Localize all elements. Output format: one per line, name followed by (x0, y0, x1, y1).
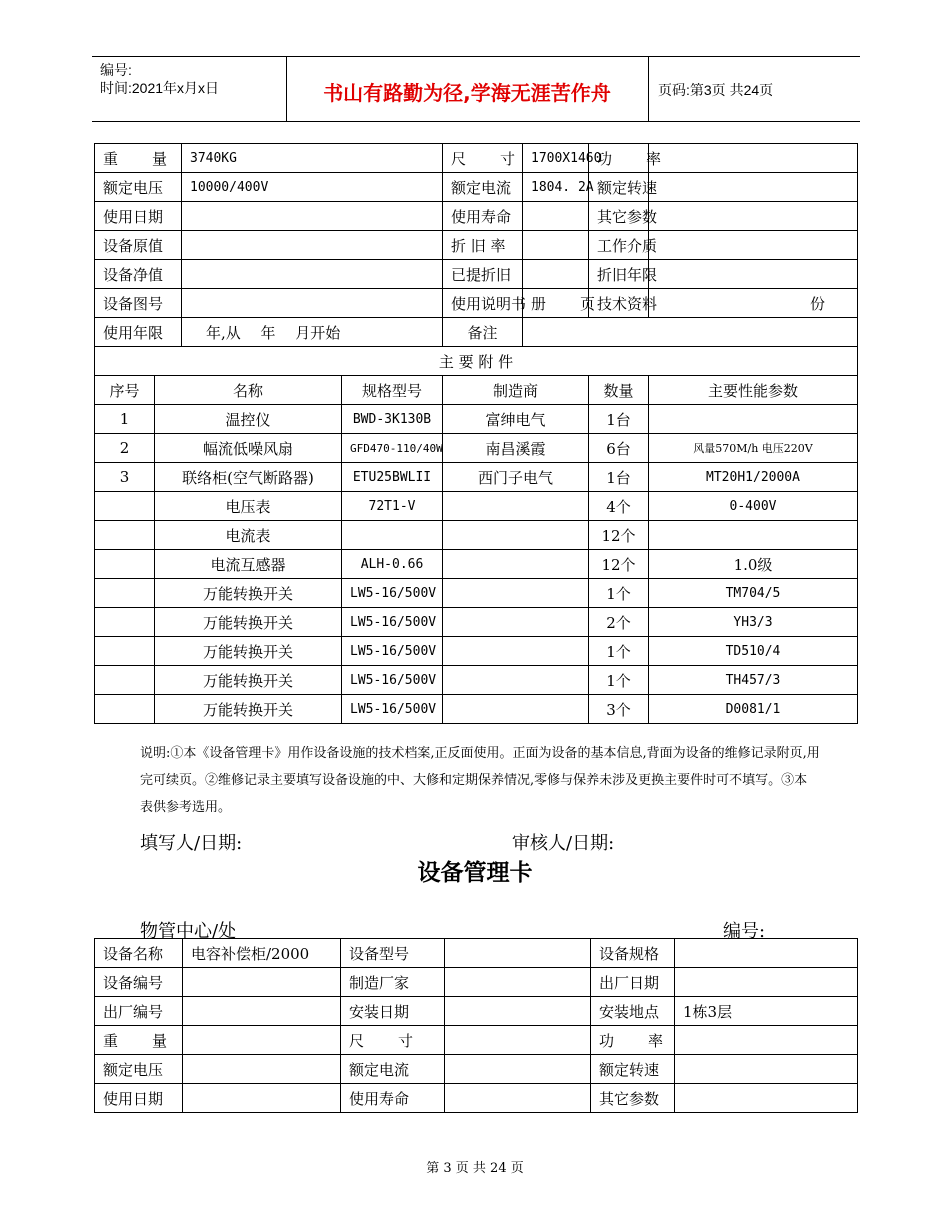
attribute-value (649, 144, 858, 173)
usage-note: 说明:①本《设备管理卡》用作设备设施的技术档案,正反面使用。正面为设备的基本信息,背面为设备的维修记录附页,用完可续页。②维修记录主要填写设备设施的中、大修和定期保养情况,零修与保养未涉及更换主要件时可不填写。③本表供参考选用。 (140, 746, 820, 815)
accessory-column-header: 主要性能参数 (649, 376, 858, 405)
accessory-cell: TM704/5 (649, 579, 858, 608)
attribute-label: 使用日期 (95, 202, 182, 231)
accessory-cell (95, 608, 155, 637)
attribute-value (182, 231, 443, 260)
attribute-row (95, 289, 858, 318)
attribute-value: 份 (649, 289, 858, 318)
card-label: 功 率 (591, 1026, 675, 1055)
card-label: 其它参数 (591, 1084, 675, 1113)
accessory-row (95, 492, 858, 521)
attribute-label: 设备原值 (95, 231, 182, 260)
accessory-cell: 12个 (589, 550, 649, 579)
card-value: 1栋3层 (675, 997, 858, 1026)
header-page-info: 页码:第3页 共24页 (658, 82, 774, 98)
accessory-cell (95, 492, 155, 521)
attribute-value (523, 260, 589, 289)
accessory-header-row (95, 376, 858, 405)
accessory-cell: LW5-16/500V (342, 608, 443, 637)
attribute-value: 3740KG (182, 144, 443, 173)
card-label: 出厂编号 (95, 997, 183, 1026)
accessory-row (95, 695, 858, 724)
accessory-cell: 12个 (589, 521, 649, 550)
card-value (445, 1055, 591, 1084)
attribute-value (649, 173, 858, 202)
header-top-rule (92, 56, 860, 57)
card-label: 额定电流 (341, 1055, 445, 1084)
attribute-row (95, 231, 858, 260)
accessory-cell: 万能转换开关 (155, 666, 342, 695)
card-value (675, 1055, 858, 1084)
card-label: 出厂日期 (591, 968, 675, 997)
accessory-cell (443, 579, 589, 608)
accessory-cell (95, 695, 155, 724)
attribute-value (649, 231, 858, 260)
device-info-table (94, 143, 858, 724)
accessory-cell: 3 (95, 463, 155, 492)
device-card-table (94, 938, 858, 1113)
card-value (445, 1084, 591, 1113)
accessory-cell: 0-400V (649, 492, 858, 521)
accessory-cell: ETU25BWLII (342, 463, 443, 492)
accessory-column-header: 规格型号 (342, 376, 443, 405)
accessory-row (95, 550, 858, 579)
accessory-cell: LW5-16/500V (342, 637, 443, 666)
card-value (675, 939, 858, 968)
accessory-row (95, 637, 858, 666)
accessory-row (95, 463, 858, 492)
accessory-row (95, 405, 858, 434)
card-value (183, 1084, 341, 1113)
accessory-column-header: 名称 (155, 376, 342, 405)
remark-label: 备注 (443, 318, 523, 347)
card-label: 重 量 (95, 1026, 183, 1055)
attribute-label: 使用寿命 (443, 202, 523, 231)
card-title: 设备管理卡 (417, 860, 533, 886)
accessory-cell: 南昌溪霞 (443, 434, 589, 463)
attribute-label: 折 旧 率 (443, 231, 523, 260)
attribute-label: 设备图号 (95, 289, 182, 318)
card-label: 使用日期 (95, 1084, 183, 1113)
card-value (675, 1026, 858, 1055)
attribute-value (182, 202, 443, 231)
accessory-cell: LW5-16/500V (342, 579, 443, 608)
card-value (183, 997, 341, 1026)
card-row (95, 968, 858, 997)
attribute-row (95, 144, 858, 173)
accessory-cell: 1个 (589, 666, 649, 695)
card-value (183, 968, 341, 997)
attribute-label: 技术资料 (589, 289, 649, 318)
card-value: 电容补偿柜/2000 (183, 939, 341, 968)
card-value (445, 939, 591, 968)
attribute-label: 重 量 (95, 144, 182, 173)
accessory-cell: TH457/3 (649, 666, 858, 695)
accessory-column-header: 数量 (589, 376, 649, 405)
header-slogan: 书山有路勤为径,学海无涯苦作舟 (323, 81, 611, 105)
card-value (445, 1026, 591, 1055)
accessory-row (95, 666, 858, 695)
accessory-cell: 电压表 (155, 492, 342, 521)
card-row (95, 1084, 858, 1113)
page-footer: 第 3 页 共 24 页 (426, 1161, 524, 1176)
accessory-cell: 万能转换开关 (155, 579, 342, 608)
attribute-value (182, 260, 443, 289)
accessory-cell: 万能转换开关 (155, 637, 342, 666)
accessory-title: 主 要 附 件 (95, 347, 858, 376)
attribute-value: 1804. 2A (523, 173, 589, 202)
accessory-cell: 72T1-V (342, 492, 443, 521)
attribute-label: 使用说明书 (443, 289, 523, 318)
accessory-cell: TD510/4 (649, 637, 858, 666)
accessory-cell: D0081/1 (649, 695, 858, 724)
attribute-label: 额定电压 (95, 173, 182, 202)
attribute-value (649, 202, 858, 231)
accessory-cell (95, 579, 155, 608)
accessory-cell: 万能转换开关 (155, 695, 342, 724)
card-row (95, 1055, 858, 1084)
accessory-cell (443, 521, 589, 550)
accessory-cell: 2个 (589, 608, 649, 637)
accessory-row (95, 608, 858, 637)
card-label: 设备名称 (95, 939, 183, 968)
accessory-cell (649, 521, 858, 550)
accessory-cell (95, 521, 155, 550)
accessory-cell: LW5-16/500V (342, 666, 443, 695)
accessory-title-row (95, 347, 858, 376)
attribute-value (523, 231, 589, 260)
attribute-value: 1700X1460 (523, 144, 589, 173)
card-value (445, 997, 591, 1026)
accessory-cell (649, 405, 858, 434)
accessory-cell: 2 (95, 434, 155, 463)
attribute-label: 尺 寸 (443, 144, 523, 173)
attribute-label: 工作介质 (589, 231, 649, 260)
attribute-row (95, 202, 858, 231)
header-number-label: 编号: (100, 62, 132, 78)
card-label: 尺 寸 (341, 1026, 445, 1055)
accessory-cell: YH3/3 (649, 608, 858, 637)
card-label: 安装日期 (341, 997, 445, 1026)
attribute-row (95, 173, 858, 202)
accessory-column-header: 序号 (95, 376, 155, 405)
card-row (95, 939, 858, 968)
accessory-cell: LW5-16/500V (342, 695, 443, 724)
accessory-row (95, 434, 858, 463)
card-value (445, 968, 591, 997)
attribute-value (649, 260, 858, 289)
attribute-row (95, 260, 858, 289)
card-value (183, 1026, 341, 1055)
attribute-label: 折旧年限 (589, 260, 649, 289)
card-label: 使用寿命 (341, 1084, 445, 1113)
accessory-cell: GFD470-110/40W (342, 434, 443, 463)
attribute-label: 额定转速 (589, 173, 649, 202)
accessory-cell: 风量570M/h 电压220V (649, 434, 858, 463)
accessory-cell: 电流表 (155, 521, 342, 550)
accessory-cell (443, 550, 589, 579)
accessory-cell: 万能转换开关 (155, 608, 342, 637)
attribute-label: 额定电流 (443, 173, 523, 202)
accessory-cell: 6台 (589, 434, 649, 463)
attribute-label: 已提折旧 (443, 260, 523, 289)
dept-label: 物管中心/处 (140, 921, 237, 942)
card-row (95, 1026, 858, 1055)
accessory-cell: 1个 (589, 637, 649, 666)
accessory-cell: 联络柜(空气断路器) (155, 463, 342, 492)
accessory-column-header: 制造商 (443, 376, 589, 405)
accessory-cell (95, 666, 155, 695)
accessory-cell: 温控仪 (155, 405, 342, 434)
accessory-cell: 1 (95, 405, 155, 434)
card-value (675, 968, 858, 997)
accessory-cell (342, 521, 443, 550)
card-value (675, 1084, 858, 1113)
accessory-cell: MT20H1/2000A (649, 463, 858, 492)
reviewer-signature: 审核人/日期: (512, 833, 615, 854)
card-number-label: 编号: (723, 921, 766, 942)
accessory-cell (443, 608, 589, 637)
accessory-cell: 1个 (589, 579, 649, 608)
accessory-cell (443, 666, 589, 695)
accessory-cell (443, 637, 589, 666)
accessory-cell: 富绅电气 (443, 405, 589, 434)
accessory-cell (443, 695, 589, 724)
accessory-cell (95, 550, 155, 579)
accessory-row (95, 521, 858, 550)
accessory-cell: ALH-0.66 (342, 550, 443, 579)
remark-value (523, 318, 858, 347)
attribute-value (182, 289, 443, 318)
accessory-cell: 4个 (589, 492, 649, 521)
attribute-value: 册 页 (523, 289, 589, 318)
accessory-cell: 幅流低噪风扇 (155, 434, 342, 463)
accessory-cell: 1台 (589, 463, 649, 492)
card-label: 设备型号 (341, 939, 445, 968)
card-label: 制造厂家 (341, 968, 445, 997)
card-label: 额定电压 (95, 1055, 183, 1084)
card-row (95, 997, 858, 1026)
header-divider (648, 56, 649, 121)
years-label: 使用年限 (95, 318, 182, 347)
header-time: 时间:2021年x月x日 (100, 80, 220, 96)
accessory-cell (95, 637, 155, 666)
accessory-cell: 3个 (589, 695, 649, 724)
card-label: 额定转速 (591, 1055, 675, 1084)
attribute-label: 功 率 (589, 144, 649, 173)
attribute-label: 其它参数 (589, 202, 649, 231)
years-value: 年,从 年 月开始 (182, 318, 443, 347)
accessory-cell: 1.0级 (649, 550, 858, 579)
header-bottom-rule (92, 121, 860, 122)
accessory-cell (443, 492, 589, 521)
card-label: 安装地点 (591, 997, 675, 1026)
accessory-cell: 1台 (589, 405, 649, 434)
accessory-cell: 西门子电气 (443, 463, 589, 492)
attribute-value: 10000/400V (182, 173, 443, 202)
years-row (95, 318, 858, 347)
card-label: 设备规格 (591, 939, 675, 968)
card-label: 设备编号 (95, 968, 183, 997)
accessory-cell: BWD-3K130B (342, 405, 443, 434)
filler-signature: 填写人/日期: (140, 833, 243, 854)
attribute-label: 设备净值 (95, 260, 182, 289)
accessory-cell: 电流互感器 (155, 550, 342, 579)
attribute-value (523, 202, 589, 231)
card-value (183, 1055, 341, 1084)
accessory-row (95, 579, 858, 608)
